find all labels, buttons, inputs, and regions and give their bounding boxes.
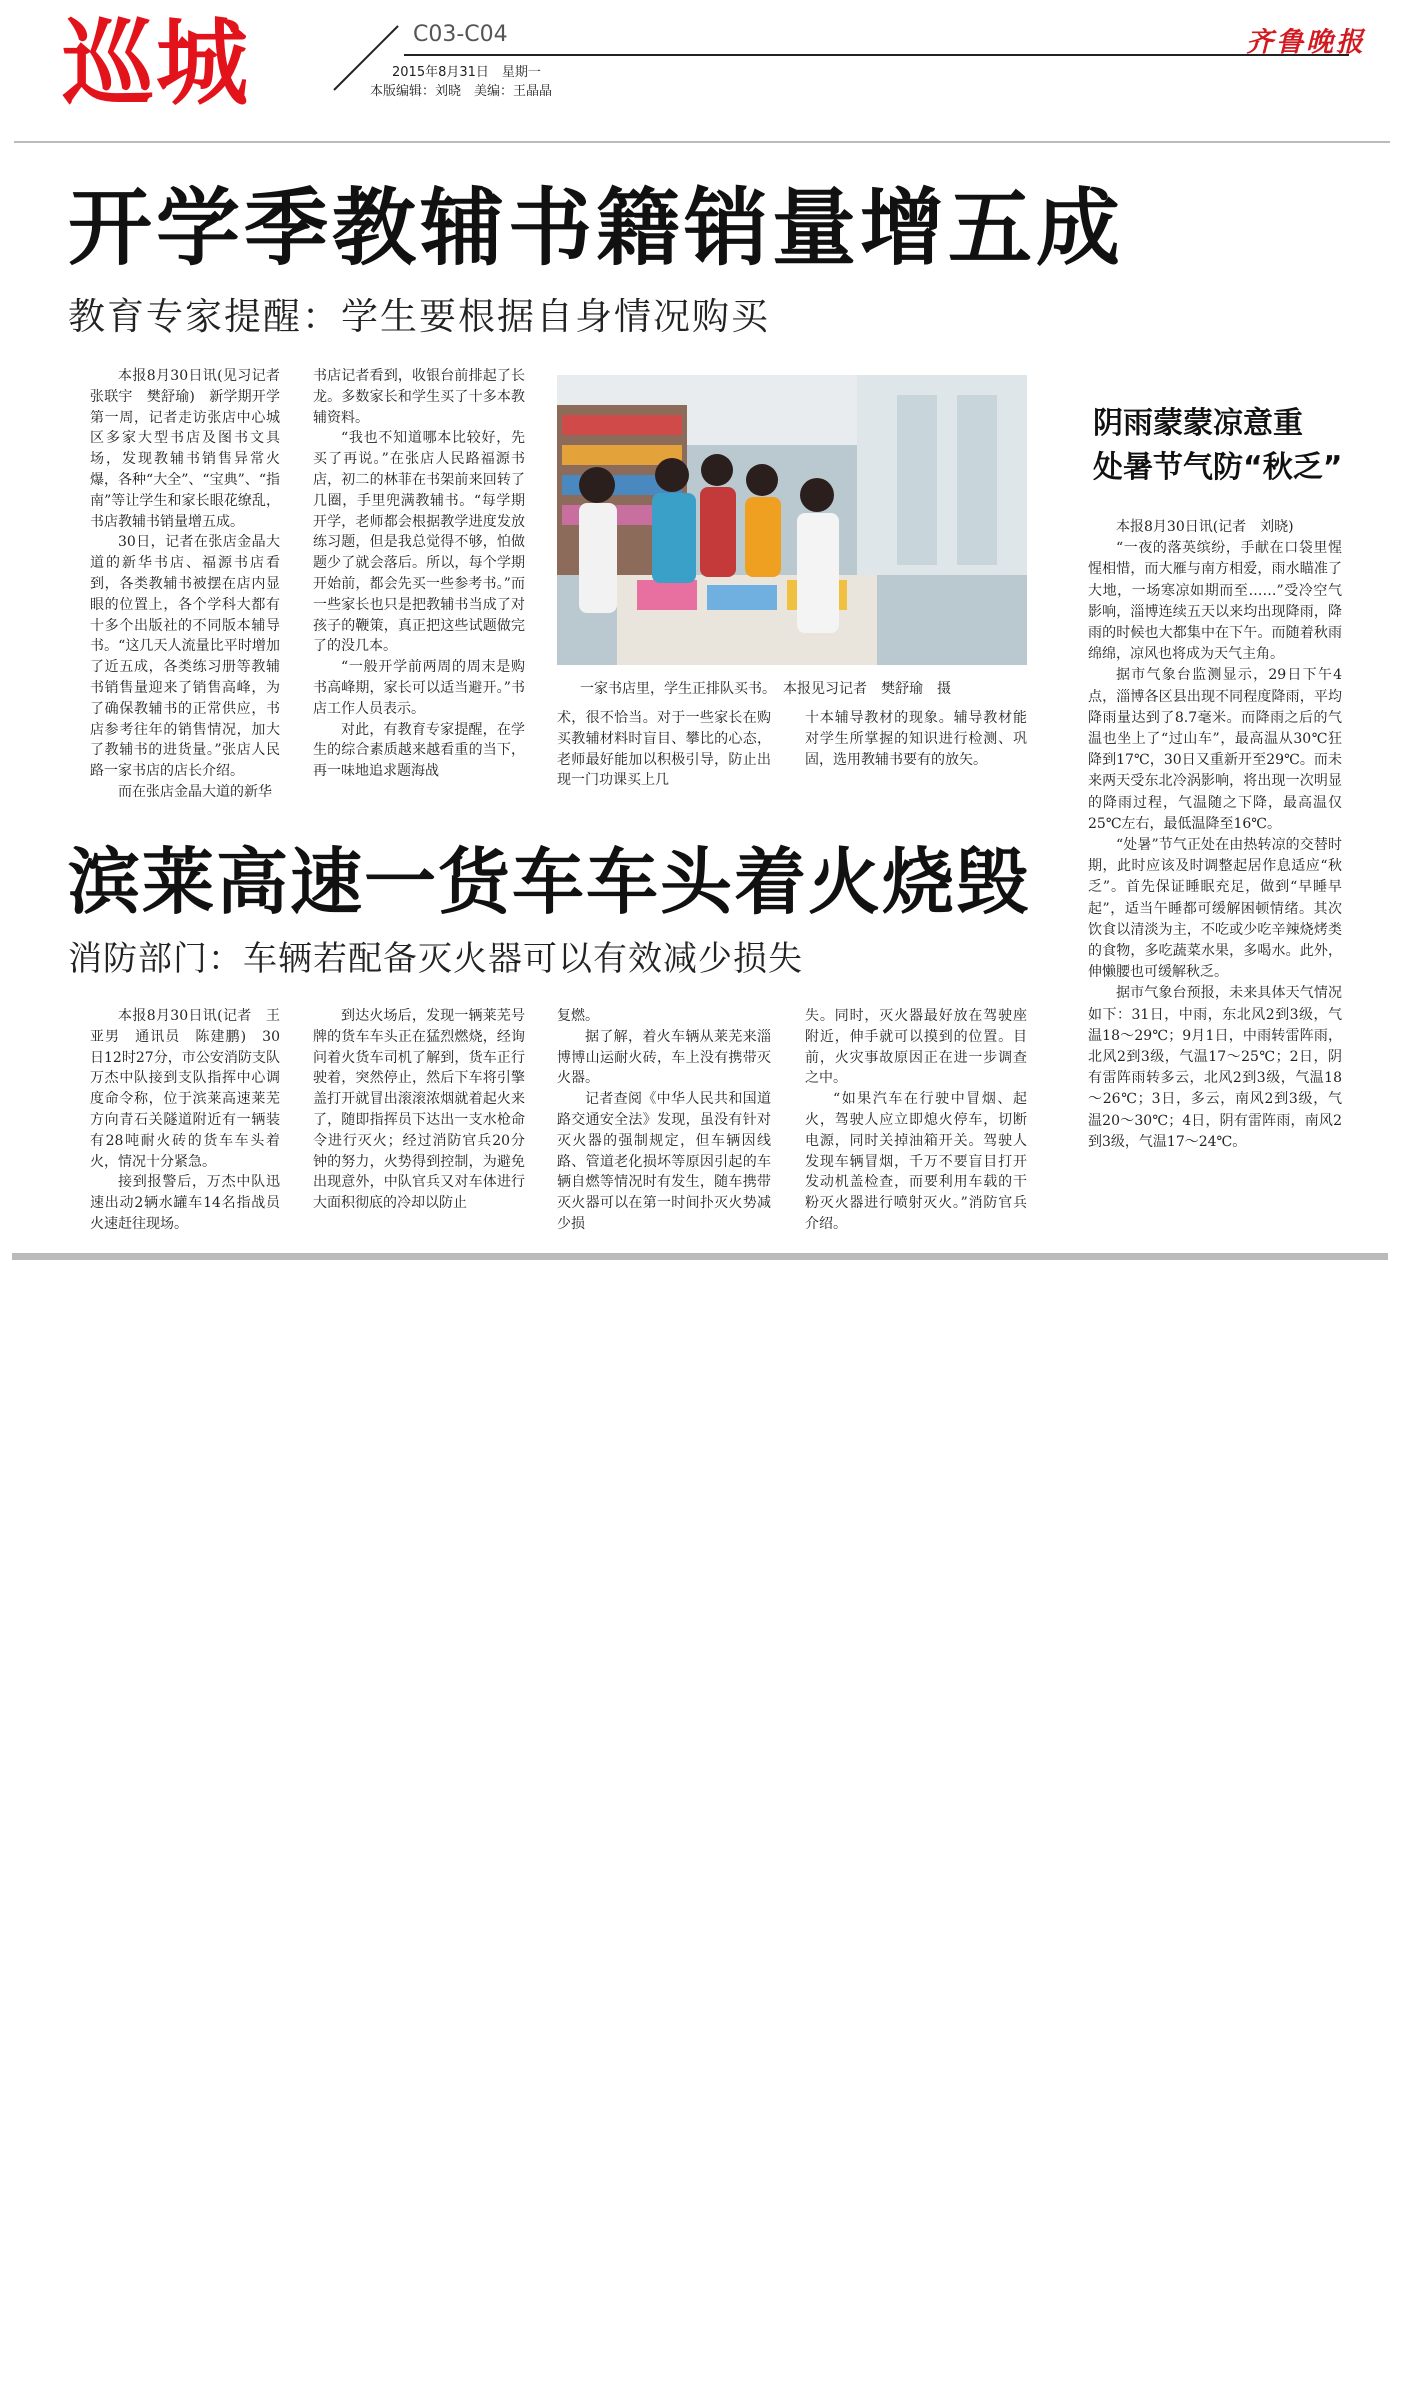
story3-title-line2: 处暑节气防“秋乏” [1093, 450, 1343, 485]
section-title: 巡城 [62, 8, 251, 119]
story1-paragraph: 本报8月30日讯(见习记者 张联宇 樊舒瑜) 新学期开学第一周，记者走访张店中心城区多家大型书店及图书文具场，发现教辅书销售异常火爆，各种“大全”、“宝典”、“指南”等让学生和家长眼花缭乱，书店教辅书销量增五成。 [90, 368, 294, 530]
story3-paragraph: 据市气象台监测显示，29日下午4点，淄博各区县出现不同程度降雨，平均降雨量达到了8.7毫米。而降雨之后的气温也坐上了“过山车”，最高温从30℃狂降到17℃，30日又重新开至29℃。而未来两天受东北冷涡影响，将出现一次明显的降雨过程，气温随之下降，最高温仅25℃左右，最低温降至16℃。 [1088, 667, 1342, 832]
story3-paragraph: 本报8月30日讯(记者 刘晓) [1116, 519, 1294, 535]
story3-title-line1: 阴雨蒙蒙凉意重 [1093, 406, 1303, 441]
story2-paragraph: “如果汽车在行驶中冒烟、起火，驾驶人应立即熄火停车，切断电源，同时关掉油箱开关。驾驶人发现车辆冒烟，千万不要盲目打开发动机盖检查，而要利用车载的干粉灭火器进行喷射灭火。”消防官兵介绍。 [805, 1091, 1027, 1232]
story1-paragraph: 书店记者看到，收银台前排起了长龙。多数家长和学生买了十多本教辅资料。 [313, 368, 525, 426]
story2-column-4 [805, 1006, 1027, 1246]
story2-paragraph: 复燃。 [557, 1008, 599, 1024]
story1-headline: 开学季教辅书籍销量增五成 [68, 179, 1125, 277]
story2-column-3 [557, 1006, 771, 1246]
bookstore-photo-illustration [557, 375, 1027, 665]
page-code: C03-C04 [413, 22, 508, 47]
story2-paragraph: 记者查阅《中华人民共和国道路交通安全法》发现，虽没有针对灭火器的强制规定，但车辆因线路、管道老化损坏等原因引起的车辆自燃等情况时有发生，随车携带灭火器可以在第一时间扑灭火势减少损 [557, 1091, 771, 1232]
story3-paragraph: 据市气象台预报，未来具体天气情况如下：31日，中雨，东北风2到3级，气温18～29℃；9月1日，中雨转雷阵雨，北风2到3级，气温17～25℃；2日，阴有雷阵雨转多云，北风2到3级，气温18～26℃；3日，多云，南风2到3级，气温20～30℃；4日，阴有雷阵雨，南风2到3级，气温17～24℃。 [1088, 985, 1342, 1150]
story2-subhead: 消防部门：车辆若配备灭火器可以有效减少损失 [68, 939, 803, 979]
story1-paragraph: “一般开学前两周的周末是购书高峰期，家长可以适当避开。”书店工作人员表示。 [313, 659, 525, 717]
editors-credit: 本版编辑：刘晓 美编：王晶晶 [370, 84, 553, 99]
page-bottom-divider [12, 1253, 1388, 1260]
masthead-rule [404, 54, 1349, 56]
story2-paragraph: 到达火场后，发现一辆莱芜号牌的货车车头正在猛烈燃烧，经询问着火货车司机了解到，货车正行驶着，突然停止，然后下车将引擎盖打开就冒出滚滚浓烟就着起火来了，随即指挥员下达出一支水枪命令进行灭火；经过消防官兵20分钟的努力，火势得到控制，为避免出现意外，中队官兵又对车体进行大面积彻底的冷却以防止 [313, 1008, 525, 1212]
story2-paragraph: 失。同时，灭火器最好放在驾驶座附近，伸手就可以摸到的位置。目前，火灾事故原因正在进一步调查之中。 [805, 1008, 1027, 1087]
story3-title [1093, 402, 1342, 490]
story3-paragraph: “一夜的落英缤纷，手献在口袋里惺惺相惜，而大雁与南方相爱，雨水瞄准了大地，一场寒凉如期而至……”受冷空气影响，淄博连续五天以来均出现降雨，降雨的时候也大都集中在下午。而随着秋雨绵绵，凉风也将成为天气主角。 [1088, 540, 1342, 663]
bookstore-photo [557, 375, 1027, 665]
story1-paragraph: 对此，有教育专家提醒，在学生的综合素质越来越看重的当下，再一味地追求题海战 [313, 721, 525, 780]
story1-paragraph: 而在张店金晶大道的新华 [118, 783, 272, 800]
story1-paragraph: 30日，记者在张店金晶大道的新华书店、福源书店看到，各类教辅书被摆在店内显眼的位置上，各个学科大都有十多个出版社的不同版本辅导书。“这几天人流量比平时增加了近五成，各类练习册等教辅书销售量迎来了销售高峰，为了确保教辅书的正常供应，书店参考往年的销售情况，加大了教辅书的进货量。”张店人民路一家书店的店长介绍。 [90, 534, 280, 780]
story1-column-4 [805, 708, 1027, 808]
story3-column [1088, 517, 1342, 1217]
story1-column-1 [90, 366, 294, 806]
story3-paragraph: “处暑”节气正处在由热转凉的交替时期，此时应该及时调整起居作息适应“秋乏”。首先保证睡眠充足，做到“早睡早起”，适当午睡都可缓解困顿情绪。其次饮食以清淡为主，不吃或少吃辛辣烧烤类的食物，多吃蔬菜水果，多喝水。此外，伸懒腰也可缓解秋乏。 [1088, 837, 1342, 981]
story2-headline: 滨莱高速一货车车头着火烧毁 [68, 840, 1031, 924]
story2-paragraph: 本报8月30日讯(记者 王亚男 通讯员 陈建鹏) 30日12时27分，市公安消防支队万杰中队接到支队指挥中心调度命令称，位于滨莱高速莱芜方向青石关隧道附近有一辆装有28吨耐火砖的货车车头着火，情况十分紧急。 [90, 1008, 280, 1170]
story2-paragraph: 据了解，着火车辆从莱芜来淄博博山运耐火砖，车上没有携带灭火器。 [557, 1028, 771, 1087]
story2-paragraph: 接到报警后，万杰中队迅速出动2辆水罐车14名指战员火速赶往现场。 [90, 1174, 280, 1232]
photo-caption: 一家书店里，学生正排队买书。 本报见习记者 樊舒瑜 摄 [580, 681, 951, 697]
story1-subhead: 教育专家提醒：学生要根据自身情况购买 [68, 295, 770, 338]
story1-paragraph: 十本辅导教材的现象。辅导教材能对学生所掌握的知识进行检测、巩固，选用教辅书要有的放矢。 [805, 710, 1027, 768]
issue-date: 2015年8月31日 星期一 [392, 65, 541, 80]
story2-column-1 [90, 1006, 280, 1246]
header-divider [14, 141, 1390, 143]
story1-paragraph: “我也不知道哪本比较好，先买了再说。”在张店人民路福源书店，初二的林菲在书架前来回转了几圈，手里兜满教辅书。“每学期开学，老师都会根据教学进度发放练习题，但是我总觉得不够，怕做题少了就会落后。所以，每个学期开始前，都会先买一些参考书。”而一些家长也只是把教辅书当成了对孩子的鞭策，真正把这些试题做完了的没几本。 [313, 430, 525, 655]
newspaper-logo: 齐鲁晚报 [1246, 27, 1366, 58]
story1-column-3 [557, 708, 771, 808]
story1-paragraph: 术，很不恰当。对于一些家长在购买教辅材料时盲目、攀比的心态，老师最好能加以积极引导，防止出现一门功课买上几 [557, 710, 771, 789]
story1-column-2 [313, 366, 525, 806]
story2-column-2 [313, 1006, 525, 1246]
